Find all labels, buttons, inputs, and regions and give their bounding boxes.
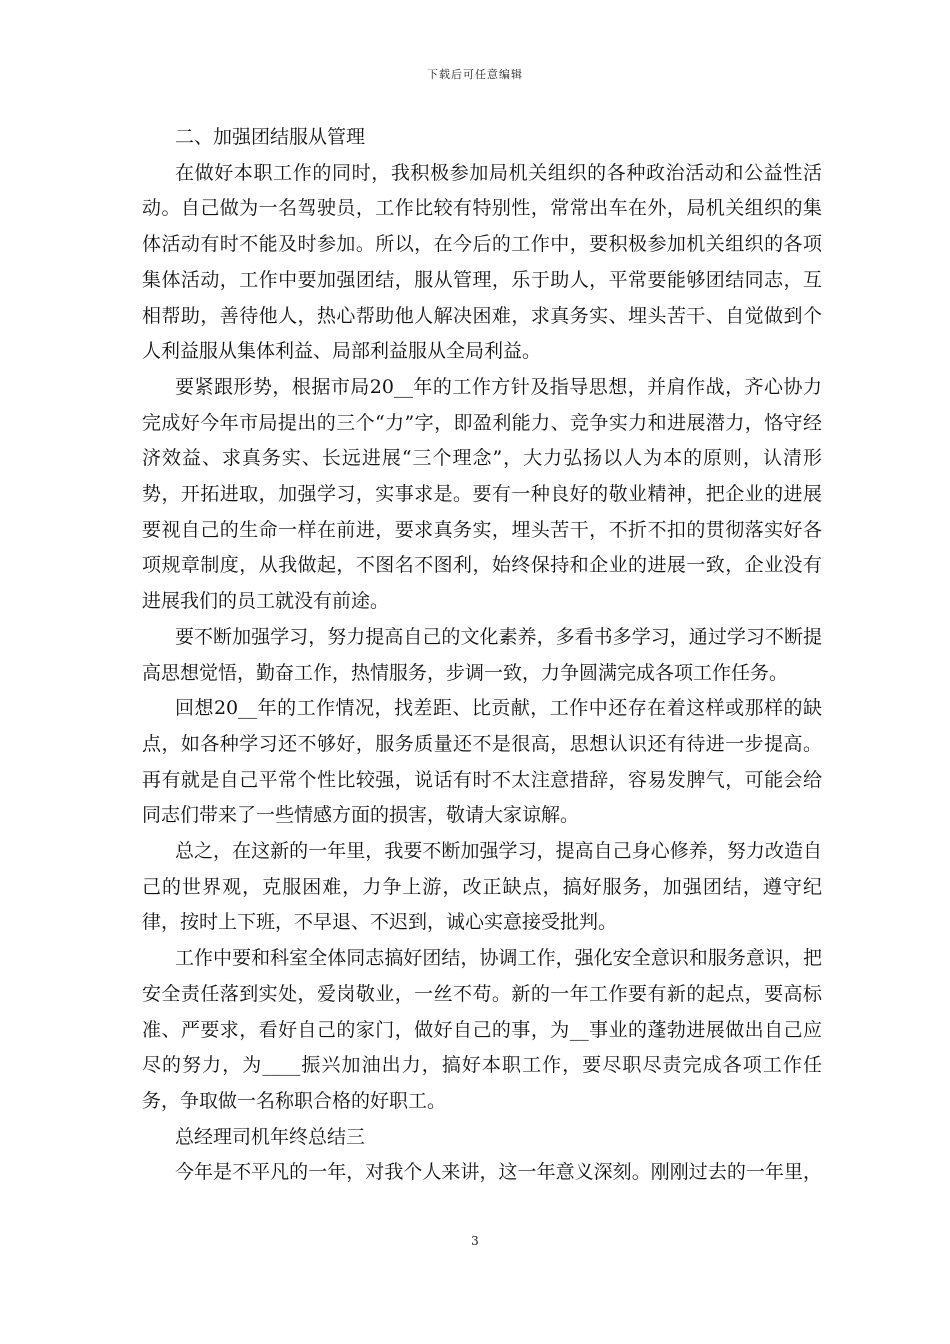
paragraph: 今年是不平凡的一年，对我个人来讲，这一年意义深刻。刚刚过去的一年里， <box>175 1161 822 1184</box>
paragraph: 要不断加强学习，努力提高自己的文化素养，多看书多学习，通过学习不断提高思想觉悟，勤奋工作，热情服务，步调一致，力争圆满完成各项工作任务。 <box>142 625 822 684</box>
page-number: 3 <box>471 1234 479 1248</box>
section-heading: 总经理司机年终总结三 <box>175 1125 366 1148</box>
document-body <box>142 120 822 1191</box>
paragraph: 回想20__年的工作情况，找差距、比贡献，工作中还存在着这样或那样的缺点，如各种学习还不够好，服务质量还不是很高，思想认识还有待进一步提高。再有就是自己平常个性比较强，说话有时不太注意措辞，容易发脾气，可能会给同志们带来了一些情感方面的损害，敬请大家谅解。 <box>142 697 822 827</box>
paragraph: 工作中要和科室全体同志搞好团结，协调工作，强化安全意识和服务意识，把安全责任落到实处，爱岗敬业，一丝不苟。新的一年工作要有新的起点，要高标准、严要求，看好自己的家门，做好自己的事，为__事业的蓬勃进展做出自己应尽的努力，为____振兴加油出力，搞好本职工作，要尽职尽责完成各项工作任务，争取做一名称职合格的好职工。 <box>142 947 822 1112</box>
page-header: 下载后可任意编辑 <box>427 68 523 81</box>
paragraph: 要紧跟形势，根据市局20__年的工作方针及指导思想，并肩作战，齐心协力完成好今年市局提出的三个“力”字，即盈利能力、竞争实力和进展潜力，恪守经济效益、求真务实、长远进展“三个理念”，大力弘扬以人为本的原则，认清形势，开拓进取，加强学习，实事求是。要有一种良好的敬业精神，把企业的进展要视自己的生命一样在前进，要求真务实，埋头苦干，不折不扣的贯彻落实好各项规章制度，从我做起，不图名不图利，始终保持和企业的进展一致，企业没有进展我们的员工就没有前途。 <box>142 375 822 613</box>
section-heading: 二、加强团结服从管理 <box>175 126 366 148</box>
paragraph: 总之，在这新的一年里，我要不断加强学习，提高自己身心修养，努力改造自己的世界观，克服困难，力争上游，改正缺点，搞好服务，加强团结，遵守纪律，按时上下班，不早退、不迟到，诚心实意接受批判。 <box>142 840 822 934</box>
paragraph: 在做好本职工作的同时，我积极参加局机关组织的各种政治活动和公益性活动。自己做为一名驾驶员，工作比较有特别性，常常出车在外，局机关组织的集体活动有时不能及时参加。所以，在今后的工作中，要积极参加机关组织的各项集体活动，工作中要加强团结，服从管理，乐于助人，平常要能够团结同志，互相帮助，善待他人，热心帮助他人解决困难，求真务实、埋头苦干、自觉做到个人利益服从集体利益、局部利益服从全局利益。 <box>142 161 822 363</box>
